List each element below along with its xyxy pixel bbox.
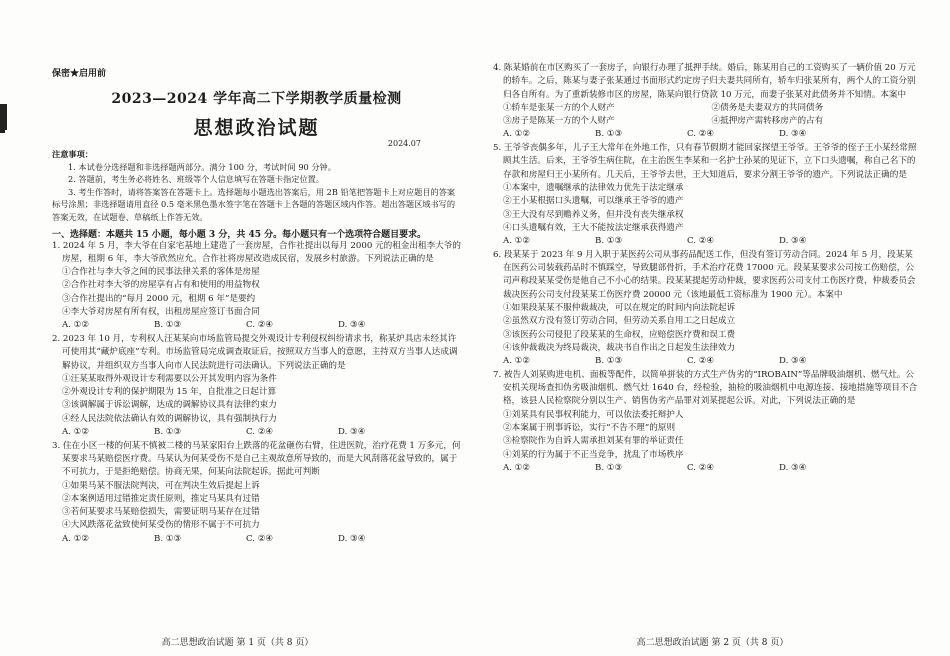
question-option: ④大风跌落花盆致使何某受伤的情形不属于不可抗力 [62,520,260,531]
notice-block [52,148,461,224]
question-3 [52,440,461,547]
question-option: ②本案属于刑事诉讼，实行“不告不理”的原则 [503,422,676,433]
question-option: ①如果马某不服法院判决，可在判决生效后提起上诉 [62,480,260,491]
page-footer: 高二思想政治试题 第 1 页（共 8 页） [161,638,314,648]
question-option: ③若何某要求马某赔偿损失，需要证明马某存在过错 [62,507,260,518]
question-option: ①轿车是张某一方的个人财产 [503,102,615,113]
option-grid [503,102,920,129]
choice-a: A. ①② [62,320,90,331]
question-option: ③该调解属于诉讼调解，达成的调解协议具有法律约束力 [62,400,277,411]
question-option: ②王小某根据口头遗嘱，可以继承王爷爷的遗产 [503,196,684,207]
question-option: ③该医药公司侵犯了段某某的生命权，应赔偿医疗费和误工费 [503,329,736,340]
question-option: ④李大爷对房屋有所有权，出租房屋应签订书面合同 [62,307,260,318]
answer-choices [62,533,461,547]
choice-b: B. ①③ [595,236,623,247]
answer-choices [503,462,920,476]
choice-b: B. ①③ [595,462,623,473]
question-stem: 6. 段某某于 2023 年 9 月入职于某医药公司从事药品配送工作，但没有签订劳动合同。2024 年 5 月，段某某在医药公司装载药品时不慎踩空，导致腿部骨折，手术治疗花费 17000 元。段某某要求公司按工伤赔偿，公司声称段某某受伤是他自己不小心的结果。段某某提起劳动仲裁，要求医药公司支付工伤医疗费，仲裁委员会裁决医药公司支付段某某工伤医疗费 20000 元（该地最低工资标准为 1900 元）。本案中 [493,249,916,300]
question-option: ④经人民法院依法确认有效的调解协议，具有强制执行力 [62,413,277,424]
choice-c: C. ②④ [246,427,274,438]
question-option: ①刘某具有民事权利能力，可以依法委托辩护人 [503,409,684,420]
question-option: ①汪某某取得外观设计专利需要以公开其发明内容为条件 [62,373,277,384]
question-option: ②债务是夫妻双方的共同债务 [711,102,824,113]
question-6 [493,249,920,369]
question-2 [52,333,461,440]
question-7 [493,369,920,476]
question-option: ①如果段某某不服仲裁裁决，可以在规定的时间内向法院起诉 [503,302,736,313]
question-1 [52,240,461,333]
choice-c: C. ②④ [687,236,715,247]
subject-title: 思想政治试题 [193,117,320,139]
question-option: ③合作社提出的“每月 2000 元，租期 6 年”是要约 [62,293,256,304]
question-4 [493,62,920,142]
question-option: ③房子是陈某一方的个人财产 [503,116,615,127]
answer-choices [62,426,461,440]
notice-item: 2. 答题前，考生务必将姓名、班级等个人信息填写在答题卡指定位置。 [68,174,325,185]
choice-d: D. ③④ [779,129,807,140]
choice-c: C. ②④ [246,533,274,544]
question-option: ①本案中，遗嘱继承的法律效力优先于法定继承 [503,182,684,193]
choice-a: A. ①② [503,129,531,140]
question-option: ④抵押房产需转移房产的占有 [711,116,824,127]
page-2 [475,0,950,656]
choice-d: D. ③④ [338,427,366,438]
choice-c: C. ②④ [246,320,274,331]
choice-d: D. ③④ [779,356,807,367]
question-option: ③王大没有尽到赡养义务，但并没有丧失继承权 [503,209,684,220]
choice-a: A. ①② [62,427,90,438]
exam-title: 2023—2024 学年高二下学期教学质量检测 [111,91,402,107]
choice-d: D. ③④ [779,236,807,247]
binding-mark-small [0,125,5,133]
question-stem: 3. 住在小区一楼的何某不慎被二楼的马某家阳台上跌落的花盆砸伤右臂，住进医院，治疗花费 1 万多元，何某要求马某赔偿医疗费。马某认为何某受伤不是自己主观故意所导致的，而是大风刮落花盆导致的，属于不可抗力，于是拒绝赔偿。协商无果，何某向法院起诉。据此可判断 [52,440,461,478]
answer-choices [62,319,461,333]
choice-c: C. ②④ [687,462,715,473]
question-option: ②虽然双方没有签订劳动合同，但劳动关系自用工之日起成立 [503,316,736,327]
choice-d: D. ③④ [338,533,366,544]
question-option: ④刘某的行为属于不正当竞争，扰乱了市场秩序 [503,449,684,460]
question-option: ④该仲裁裁决为终局裁决，裁决书自作出之日起发生法律效力 [503,342,736,353]
question-option: ②合作社对李大爷的房屋享有占有和使用的用益物权 [62,280,260,291]
choice-b: B. ①③ [154,533,182,544]
answer-choices [503,235,920,249]
choice-c: C. ②④ [687,356,715,367]
question-5 [493,142,920,249]
question-stem: 1. 2024 年 5 月，李大爷在自家宅基地上建造了一套房屋，合作社提出以每月 2000 元的租金出租李大爷的房屋，租期 6 年，李大爷欣然应允。合作社将房屋改造成民宿，发展乡村旅游。下列说法正确的是 [52,240,461,264]
choice-b: B. ①③ [595,129,623,140]
page-footer: 高二思想政治试题 第 2 页（共 8 页） [636,638,789,648]
choice-d: D. ③④ [338,320,366,331]
answer-choices [503,128,920,142]
question-option: ②外观设计专利的保护期限为 15 年，自批准之日起计算 [62,387,277,398]
question-option: ③检察院作为自诉人需承担刘某有罪的举证责任 [503,436,684,447]
section-heading: 一、选择题：本题共 15 小题，每小题 3 分，共 45 分。每小题只有一个选项符合题目要求。 [52,229,427,240]
choice-b: B. ①③ [154,427,182,438]
question-stem: 4. 陈某婚前在市区购买了一套房子，向银行办理了抵押手续。婚后，陈某用自己的工资购买了一辆价值 20 万元的轿车。之后，陈某与妻子张某通过书面形式约定房子归夫妻共同所有，轿车归张某所有，两个人的工资分别归各自所有。为了重新装修市区的房屋，陈某向银行贷款 10 万元，而妻子张某对此债务并不知情。本案中 [493,63,916,100]
choice-a: A. ①② [503,356,531,367]
choice-a: A. ①② [503,236,531,247]
notice-item: 3. 考生作答时，请将答案答在答题卡上。选择题每小题选出答案后，用 2B 铅笔把答题卡上对应题目的答案标号涂黑；非选择题请用直径 0.5 毫米黑色墨水签字笔在答题卡上各题的答题区域内作答。超出答题区域书写的答案无效，在试题卷、草稿纸上作答无效。 [52,186,456,222]
choice-c: C. ②④ [687,129,715,140]
answer-choices [503,355,920,369]
choice-b: B. ①③ [154,320,182,331]
choice-b: B. ①③ [595,356,623,367]
exam-date: 2024.07 [387,139,421,148]
notice-heading: 注意事项： [52,149,93,159]
question-stem: 7. 被告人刘某购进电机、面板等配件，以简单拼装的方式生产伪劣的“IROBAIN”等品牌吸油烟机、燃气灶。公安机关现场查扣伪劣吸油烟机、燃气灶 1640 台，经检验，抽检的吸油烟机中电源连接、接地措施等项目不合格，该县人民检察院分别以生产、销售伪劣产品罪对刘某提起公诉。对此，下列说法正确的是 [493,369,918,407]
choice-d: D. ③④ [779,462,807,473]
confidential-label: 保密★启用前 [52,69,107,79]
question-stem: 5. 王爷爷丧偶多年，儿子王大常年在外地工作，只有春节假期才能回家探望王爷爷。王爷爷的侄子王小某经常照顾其生活。后来，王爷爷生病住院，在主治医生李某和一名护士孙某的见证下，立下口头遗嘱，称自己名下的存款和房屋归王小某所有。几天后，王爷爷去世，王大知道后，要求分割王爷爷的遗产。下列说法正确的是 [493,143,917,180]
question-option: ④口头遗嘱有效，王大不能按法定继承获得遗产 [503,222,684,233]
question-option: ②本案例适用过错推定责任原则，推定马某具有过错 [62,493,260,504]
choice-a: A. ①② [503,462,531,473]
choice-a: A. ①② [62,533,90,544]
question-option: ①合作社与李大爷之间的民事法律关系的客体是房屋 [62,267,260,278]
notice-item: 1. 本试卷分选择题和非选择题两部分。满分 100 分，考试时间 90 分钟。 [68,161,336,172]
question-stem: 2. 2023 年 10 月，专利权人汪某某向市场监管局提交外观设计专利侵权纠纷请求书，称某炉具店未经其许可使用其“藏炉底座”专利。市场监管局完成调查取证后，按照双方当事人的意愿，主持双方当事人达成调解协议，并组织双方当事人向市人民法院进行司法确认。下列说法正确的是 [52,333,458,371]
